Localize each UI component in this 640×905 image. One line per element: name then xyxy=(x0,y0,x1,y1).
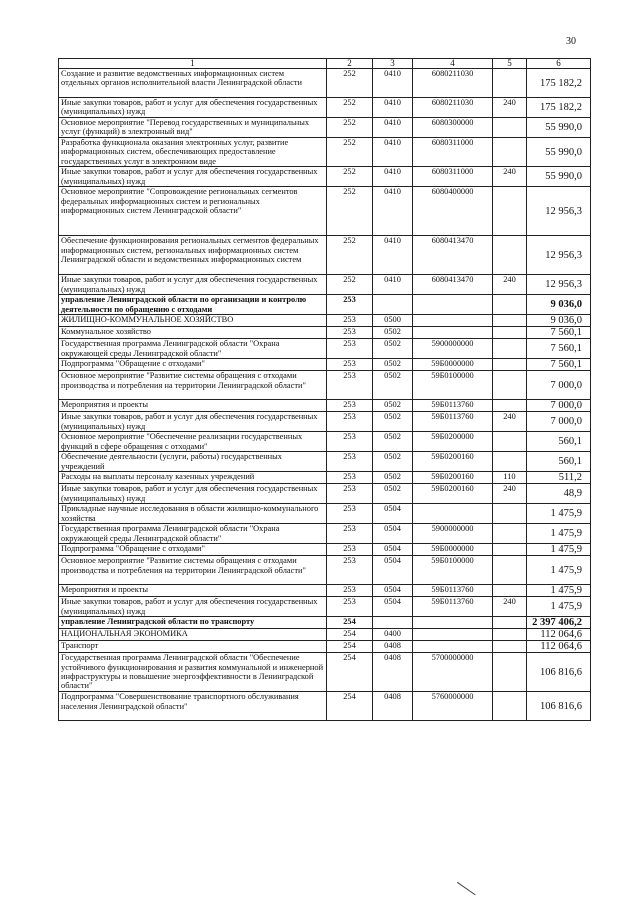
row-amount-cell: 112 064,6 xyxy=(527,641,591,653)
table-row xyxy=(59,504,591,524)
table-row xyxy=(59,315,591,327)
row-name-cell: Мероприятия и проекты xyxy=(59,400,327,412)
row-target-article-cell: 59Б0113760 xyxy=(413,412,493,432)
table-row xyxy=(59,236,591,275)
table-row xyxy=(59,544,591,556)
row-target-article-cell: 59Б0113760 xyxy=(413,597,493,617)
row-expense-type-cell: 240 xyxy=(493,597,527,617)
row-name-cell: Прикладные научные исследования в области жилищно-коммунального хозяйства xyxy=(59,504,327,524)
row-expense-type-cell xyxy=(493,692,527,721)
row-section-code-cell: 0502 xyxy=(373,371,413,400)
row-section-code-cell: 0408 xyxy=(373,692,413,721)
row-target-article-cell: 6080413470 xyxy=(413,275,493,295)
table-row xyxy=(59,585,591,597)
row-amount-cell: 9 036,0 xyxy=(527,295,591,315)
row-target-article-cell: 6080311000 xyxy=(413,138,493,167)
row-section-code-cell: 0408 xyxy=(373,641,413,653)
row-ministry-code-cell: 253 xyxy=(327,556,373,585)
row-amount-cell: 175 182,2 xyxy=(527,98,591,118)
row-section-code-cell: 0502 xyxy=(373,484,413,504)
row-expense-type-cell xyxy=(493,359,527,371)
row-expense-type-cell xyxy=(493,339,527,359)
row-section-code-cell: 0504 xyxy=(373,597,413,617)
row-name-cell: Создание и развитие ведомственных информационных систем отдельных органов исполнительной власти Ленинградской области xyxy=(59,69,327,98)
row-expense-type-cell xyxy=(493,524,527,544)
row-expense-type-cell xyxy=(493,327,527,339)
row-ministry-code-cell: 253 xyxy=(327,295,373,315)
header-cell: 5 xyxy=(493,59,527,69)
row-name-cell: Государственная программа Ленинградской области "Обеспечение устойчивого функционирования и развития коммунальной и инженерной инфраструктуры и повышение энергоэффективности в Ленинградской области" xyxy=(59,653,327,692)
row-name-cell: Разработка функционала оказания электронных услуг, развитие информационных систем, обеспечивающих предоставление государственных услуг в электронном виде xyxy=(59,138,327,167)
table-row xyxy=(59,275,591,295)
row-section-code-cell: 0504 xyxy=(373,585,413,597)
row-section-code-cell: 0504 xyxy=(373,524,413,544)
table-row xyxy=(59,371,591,400)
row-section-code-cell: 0410 xyxy=(373,118,413,138)
row-amount-cell: 55 990,0 xyxy=(527,138,591,167)
row-ministry-code-cell: 252 xyxy=(327,69,373,98)
table-row xyxy=(59,629,591,641)
row-section-code-cell: 0504 xyxy=(373,556,413,585)
row-ministry-code-cell: 254 xyxy=(327,617,373,629)
row-amount-cell: 1 475,9 xyxy=(527,524,591,544)
row-amount-cell: 511,2 xyxy=(527,472,591,484)
row-target-article-cell: 5900000000 xyxy=(413,524,493,544)
row-expense-type-cell xyxy=(493,138,527,167)
row-amount-cell: 9 036,0 xyxy=(527,315,591,327)
row-name-cell: Расходы на выплаты персоналу казенных учреждений xyxy=(59,472,327,484)
row-section-code-cell: 0410 xyxy=(373,167,413,187)
row-name-cell: Подпрограмма "Совершенствование транспортного обслуживания населения Ленинградской области" xyxy=(59,692,327,721)
row-name-cell: управление Ленинградской области по организации и контролю деятельности по обращению с отходами xyxy=(59,295,327,315)
row-amount-cell: 560,1 xyxy=(527,432,591,452)
row-expense-type-cell xyxy=(493,315,527,327)
header-cell: 1 xyxy=(59,59,327,69)
row-ministry-code-cell: 253 xyxy=(327,504,373,524)
row-expense-type-cell xyxy=(493,653,527,692)
row-name-cell: Коммунальное хозяйство xyxy=(59,327,327,339)
row-target-article-cell: 59Б0200160 xyxy=(413,452,493,472)
row-section-code-cell xyxy=(373,617,413,629)
row-amount-cell: 560,1 xyxy=(527,452,591,472)
row-section-code-cell: 0410 xyxy=(373,69,413,98)
row-amount-cell: 12 956,3 xyxy=(527,236,591,275)
row-amount-cell: 175 182,2 xyxy=(527,69,591,98)
row-name-cell: Основное мероприятие "Развитие системы обращения с отходами производства и потребления на территории Ленинградской области" xyxy=(59,556,327,585)
row-amount-cell: 7 000,0 xyxy=(527,371,591,400)
table-row xyxy=(59,472,591,484)
table-row xyxy=(59,432,591,452)
table-row xyxy=(59,412,591,432)
row-target-article-cell: 59Б0100000 xyxy=(413,556,493,585)
row-target-article-cell xyxy=(413,295,493,315)
row-expense-type-cell xyxy=(493,295,527,315)
row-ministry-code-cell: 253 xyxy=(327,339,373,359)
table-row xyxy=(59,327,591,339)
row-section-code-cell: 0502 xyxy=(373,359,413,371)
row-target-article-cell: 6080211030 xyxy=(413,98,493,118)
row-name-cell: Обеспечение деятельности (услуги, работы) государственных учреждений xyxy=(59,452,327,472)
row-target-article-cell: 5900000000 xyxy=(413,339,493,359)
row-name-cell: управление Ленинградской области по транспорту xyxy=(59,617,327,629)
row-expense-type-cell: 240 xyxy=(493,484,527,504)
table-row xyxy=(59,167,591,187)
row-section-code-cell: 0502 xyxy=(373,339,413,359)
row-name-cell: Государственная программа Ленинградской области "Охрана окружающей среды Ленинградской области" xyxy=(59,524,327,544)
table-row xyxy=(59,138,591,167)
table-row xyxy=(59,452,591,472)
table-header-row xyxy=(59,59,591,69)
row-expense-type-cell: 240 xyxy=(493,275,527,295)
row-amount-cell: 1 475,9 xyxy=(527,585,591,597)
table-row xyxy=(59,597,591,617)
row-expense-type-cell xyxy=(493,504,527,524)
row-amount-cell: 7 560,1 xyxy=(527,339,591,359)
row-ministry-code-cell: 252 xyxy=(327,118,373,138)
row-ministry-code-cell: 253 xyxy=(327,371,373,400)
row-section-code-cell: 0502 xyxy=(373,452,413,472)
row-section-code-cell: 0502 xyxy=(373,400,413,412)
table-row xyxy=(59,118,591,138)
row-section-code-cell: 0504 xyxy=(373,504,413,524)
row-section-code-cell: 0502 xyxy=(373,472,413,484)
row-expense-type-cell xyxy=(493,236,527,275)
row-target-article-cell xyxy=(413,617,493,629)
row-amount-cell: 7 000,0 xyxy=(527,412,591,432)
row-target-article-cell: 6080400000 xyxy=(413,187,493,236)
row-target-article-cell: 6080211030 xyxy=(413,69,493,98)
row-expense-type-cell xyxy=(493,544,527,556)
row-ministry-code-cell: 254 xyxy=(327,692,373,721)
row-ministry-code-cell: 253 xyxy=(327,585,373,597)
row-name-cell: Иные закупки товаров, работ и услуг для обеспечения государственных (муниципальных) нужд xyxy=(59,275,327,295)
row-section-code-cell: 0408 xyxy=(373,653,413,692)
row-target-article-cell: 5700000000 xyxy=(413,653,493,692)
row-expense-type-cell xyxy=(493,432,527,452)
row-name-cell: Основное мероприятие "Обеспечение реализации государственных функций в сфере обращения с отходами" xyxy=(59,432,327,452)
header-cell: 2 xyxy=(327,59,373,69)
scan-mark xyxy=(456,882,475,896)
row-section-code-cell: 0502 xyxy=(373,327,413,339)
row-amount-cell: 1 475,9 xyxy=(527,504,591,524)
row-expense-type-cell: 110 xyxy=(493,472,527,484)
row-section-code-cell: 0410 xyxy=(373,236,413,275)
table-row xyxy=(59,641,591,653)
row-ministry-code-cell: 252 xyxy=(327,275,373,295)
row-name-cell: Основное мероприятие "Сопровождение региональных сегментов федеральных информационных систем и региональных информационных систем Ленинградской области" xyxy=(59,187,327,236)
header-cell: 3 xyxy=(373,59,413,69)
row-target-article-cell: 59Б0200160 xyxy=(413,472,493,484)
row-expense-type-cell xyxy=(493,629,527,641)
row-name-cell: Иные закупки товаров, работ и услуг для обеспечения государственных (муниципальных) нужд xyxy=(59,167,327,187)
row-ministry-code-cell: 252 xyxy=(327,236,373,275)
row-expense-type-cell xyxy=(493,617,527,629)
table-row xyxy=(59,692,591,721)
table-row xyxy=(59,339,591,359)
row-ministry-code-cell: 253 xyxy=(327,484,373,504)
row-expense-type-cell: 240 xyxy=(493,98,527,118)
table-row xyxy=(59,484,591,504)
table-row xyxy=(59,98,591,118)
row-name-cell: Основное мероприятие "Перевод государственных и муниципальных услуг (функций) в электронный вид" xyxy=(59,118,327,138)
row-section-code-cell: 0500 xyxy=(373,315,413,327)
row-target-article-cell: 59Б0000000 xyxy=(413,359,493,371)
row-name-cell: Государственная программа Ленинградской области "Охрана окружающей среды Ленинградской области" xyxy=(59,339,327,359)
row-amount-cell: 7 000,0 xyxy=(527,400,591,412)
row-name-cell: НАЦИОНАЛЬНАЯ ЭКОНОМИКА xyxy=(59,629,327,641)
row-amount-cell: 1 475,9 xyxy=(527,544,591,556)
row-amount-cell: 55 990,0 xyxy=(527,118,591,138)
row-section-code-cell xyxy=(373,295,413,315)
row-ministry-code-cell: 254 xyxy=(327,629,373,641)
row-section-code-cell: 0410 xyxy=(373,275,413,295)
row-target-article-cell xyxy=(413,327,493,339)
row-target-article-cell: 6080413470 xyxy=(413,236,493,275)
row-expense-type-cell xyxy=(493,585,527,597)
table-row xyxy=(59,556,591,585)
row-section-code-cell: 0400 xyxy=(373,629,413,641)
row-expense-type-cell: 240 xyxy=(493,167,527,187)
row-amount-cell: 7 560,1 xyxy=(527,327,591,339)
row-name-cell: Транспорт xyxy=(59,641,327,653)
row-target-article-cell xyxy=(413,629,493,641)
row-name-cell: Основное мероприятие "Развитие системы обращения с отходами производства и потребления на территории Ленинградской области" xyxy=(59,371,327,400)
row-target-article-cell xyxy=(413,641,493,653)
row-name-cell: Мероприятия и проекты xyxy=(59,585,327,597)
row-ministry-code-cell: 253 xyxy=(327,524,373,544)
table-row xyxy=(59,653,591,692)
row-name-cell: Иные закупки товаров, работ и услуг для обеспечения государственных (муниципальных) нужд xyxy=(59,597,327,617)
row-target-article-cell xyxy=(413,504,493,524)
row-amount-cell: 2 397 406,2 xyxy=(527,617,591,629)
table-row xyxy=(59,359,591,371)
page-number: 30 xyxy=(566,36,576,47)
row-section-code-cell: 0502 xyxy=(373,412,413,432)
row-ministry-code-cell: 252 xyxy=(327,138,373,167)
table-row xyxy=(59,295,591,315)
row-ministry-code-cell: 254 xyxy=(327,641,373,653)
row-amount-cell: 106 816,6 xyxy=(527,653,591,692)
row-name-cell: Обеспечение функционирования региональных сегментов федеральных информационных систем, региональных информационных систем Ленинградской области и ведомственных информационных систем xyxy=(59,236,327,275)
row-expense-type-cell xyxy=(493,452,527,472)
row-name-cell: Иные закупки товаров, работ и услуг для обеспечения государственных (муниципальных) нужд xyxy=(59,98,327,118)
row-amount-cell: 48,9 xyxy=(527,484,591,504)
row-section-code-cell: 0410 xyxy=(373,187,413,236)
row-ministry-code-cell: 253 xyxy=(327,412,373,432)
row-target-article-cell: 6080311000 xyxy=(413,167,493,187)
row-target-article-cell xyxy=(413,315,493,327)
row-ministry-code-cell: 252 xyxy=(327,98,373,118)
row-amount-cell: 12 956,3 xyxy=(527,275,591,295)
row-ministry-code-cell: 252 xyxy=(327,167,373,187)
row-expense-type-cell xyxy=(493,118,527,138)
budget-table xyxy=(58,58,591,721)
row-target-article-cell: 59Б0200160 xyxy=(413,484,493,504)
row-target-article-cell: 59Б0000000 xyxy=(413,544,493,556)
row-amount-cell: 1 475,9 xyxy=(527,597,591,617)
row-ministry-code-cell: 253 xyxy=(327,544,373,556)
row-expense-type-cell xyxy=(493,371,527,400)
table-row xyxy=(59,617,591,629)
row-section-code-cell: 0410 xyxy=(373,98,413,118)
row-target-article-cell: 59Б0200000 xyxy=(413,432,493,452)
row-ministry-code-cell: 254 xyxy=(327,653,373,692)
row-name-cell: Подпрограмма "Обращение с отходами" xyxy=(59,359,327,371)
row-ministry-code-cell: 253 xyxy=(327,359,373,371)
row-ministry-code-cell: 253 xyxy=(327,472,373,484)
row-name-cell: Иные закупки товаров, работ и услуг для обеспечения государственных (муниципальных) нужд xyxy=(59,412,327,432)
row-target-article-cell: 59Б0100000 xyxy=(413,371,493,400)
row-target-article-cell: 59Б0113760 xyxy=(413,585,493,597)
row-name-cell: ЖИЛИЩНО-КОММУНАЛЬНОЕ ХОЗЯЙСТВО xyxy=(59,315,327,327)
row-amount-cell: 106 816,6 xyxy=(527,692,591,721)
row-target-article-cell: 6080300000 xyxy=(413,118,493,138)
row-ministry-code-cell: 253 xyxy=(327,400,373,412)
row-expense-type-cell xyxy=(493,400,527,412)
header-cell: 4 xyxy=(413,59,493,69)
row-amount-cell: 12 956,3 xyxy=(527,187,591,236)
row-ministry-code-cell: 253 xyxy=(327,597,373,617)
row-amount-cell: 112 064,6 xyxy=(527,629,591,641)
row-target-article-cell: 5760000000 xyxy=(413,692,493,721)
row-section-code-cell: 0504 xyxy=(373,544,413,556)
row-ministry-code-cell: 253 xyxy=(327,452,373,472)
row-target-article-cell: 59Б0113760 xyxy=(413,400,493,412)
row-name-cell: Подпрограмма "Обращение с отходами" xyxy=(59,544,327,556)
row-ministry-code-cell: 252 xyxy=(327,187,373,236)
row-expense-type-cell xyxy=(493,556,527,585)
table-row xyxy=(59,400,591,412)
row-ministry-code-cell: 253 xyxy=(327,315,373,327)
table-row xyxy=(59,69,591,98)
table-row xyxy=(59,187,591,236)
row-section-code-cell: 0410 xyxy=(373,138,413,167)
row-amount-cell: 1 475,9 xyxy=(527,556,591,585)
row-ministry-code-cell: 253 xyxy=(327,327,373,339)
row-expense-type-cell xyxy=(493,69,527,98)
header-cell: 6 xyxy=(527,59,591,69)
row-amount-cell: 55 990,0 xyxy=(527,167,591,187)
row-expense-type-cell xyxy=(493,187,527,236)
row-expense-type-cell xyxy=(493,641,527,653)
row-amount-cell: 7 560,1 xyxy=(527,359,591,371)
row-expense-type-cell: 240 xyxy=(493,412,527,432)
row-name-cell: Иные закупки товаров, работ и услуг для обеспечения государственных (муниципальных) нужд xyxy=(59,484,327,504)
row-section-code-cell: 0502 xyxy=(373,432,413,452)
table-row xyxy=(59,524,591,544)
row-ministry-code-cell: 253 xyxy=(327,432,373,452)
